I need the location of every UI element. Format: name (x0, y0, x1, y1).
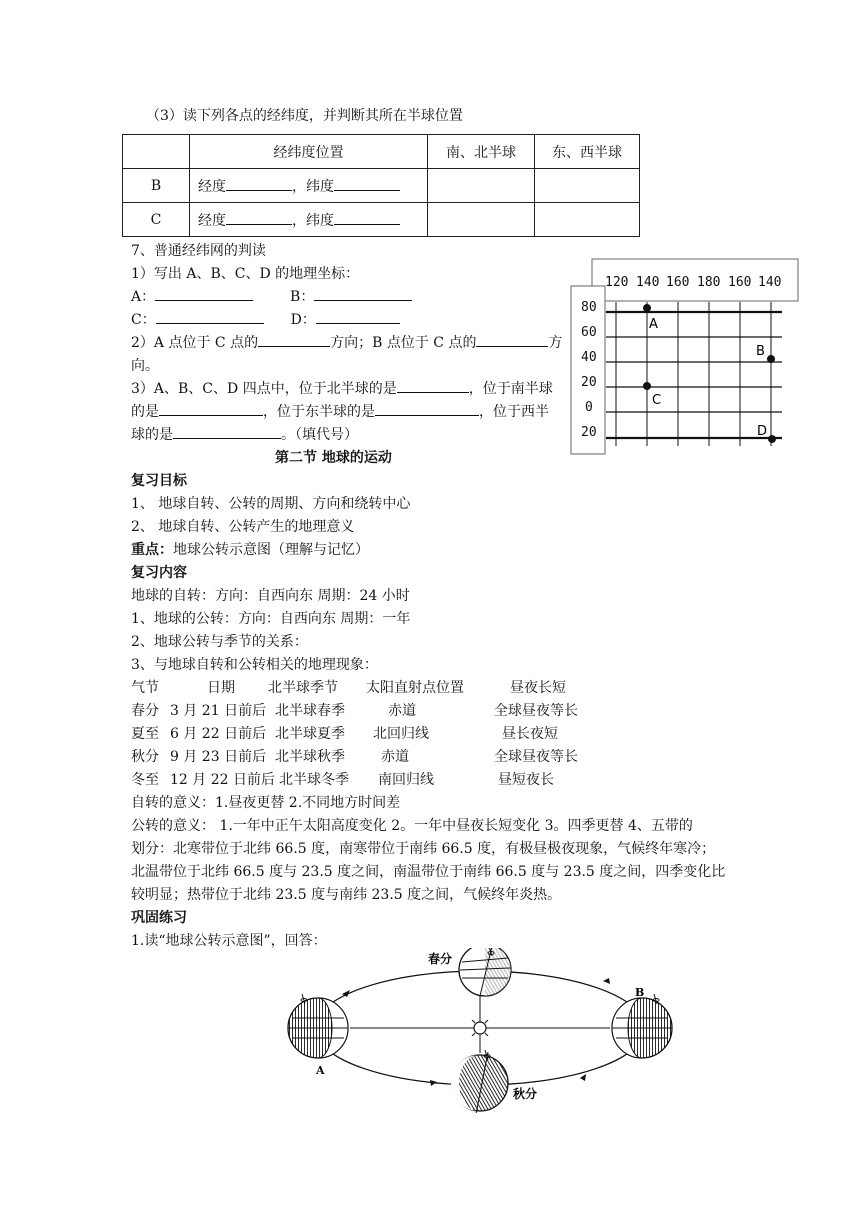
point-a (643, 304, 651, 312)
earth-orbit-diagram (280, 948, 680, 1113)
answer-blank[interactable] (156, 309, 264, 324)
lat-label: 20 (581, 375, 597, 390)
q7-cd-line: C： D： (131, 309, 400, 329)
spring-label: 春分 (428, 952, 453, 966)
season-cell: 12 月 22 日前后 (170, 772, 275, 788)
season-cell: 全球昼夜等长 (494, 703, 578, 719)
lng-label: 160 (728, 275, 752, 290)
lat-label: 40 (581, 350, 597, 365)
answer-blank[interactable] (173, 424, 281, 439)
content-line: 2、地球公转与季节的关系： (131, 634, 308, 650)
section-title: 第二节 地球的运动 (275, 450, 392, 466)
season-header: 太阳直射点位置 (366, 680, 464, 696)
answer-cell[interactable] (535, 169, 640, 203)
key-point: 重点：地球公转示意图（理解与记忆） (131, 542, 369, 558)
rotation-meaning: 自转的意义：1.昼夜更替 2.不同地方时间差 (131, 795, 401, 811)
latlng-table (122, 134, 640, 237)
spring-earth-icon (459, 948, 511, 996)
answer-blank[interactable] (316, 309, 400, 324)
answer-blank[interactable] (258, 332, 330, 347)
answer-blank[interactable] (476, 332, 548, 347)
q7-sub2-end: 向。 (131, 358, 159, 374)
lat-label: 80 (581, 300, 597, 315)
lat-label: 0 (585, 400, 593, 415)
latlng-cell: 经度 ，纬度 (190, 203, 428, 237)
practice-question: 1.读“地球公转示意图”，回答： (131, 933, 327, 949)
orbit-arrow-icon (580, 1074, 586, 1081)
season-header: 日期 (207, 680, 235, 696)
autumn-label: 秋分 (513, 1087, 538, 1101)
season-cell: 北半球秋季 (275, 749, 345, 765)
goal-heading: 复习目标 (131, 473, 187, 489)
season-cell: 冬至 (131, 772, 159, 788)
earth-b-icon (612, 998, 672, 1058)
content-line: 1、地球的公转：方向：自西向东 周期：一年 (131, 611, 411, 627)
latlng-grid-figure (570, 258, 800, 456)
lng-label: 180 (697, 275, 721, 290)
header-cell: 经纬度位置 (190, 135, 428, 169)
season-header: 气节 (131, 680, 159, 696)
row-id: C (123, 203, 190, 237)
lng-label: 140 (758, 275, 782, 290)
autumn-earth-icon (451, 1052, 508, 1113)
header-cell: 东、西半球 (535, 135, 640, 169)
q7-sub3: 3）A、B、C、D 四点中，位于北半球的是 ，位于南半球 (131, 378, 553, 398)
q7-ab-line: A： B： (131, 286, 412, 306)
answer-blank[interactable] (397, 378, 469, 393)
earth-b-label: B (635, 986, 645, 999)
row-id: B (123, 169, 190, 203)
answer-blank[interactable] (375, 401, 479, 416)
table-row (123, 169, 640, 203)
answer-blank[interactable] (334, 210, 400, 225)
point-b (767, 355, 775, 363)
answer-blank[interactable] (155, 286, 253, 301)
latlng-cell: 经度 ，纬度 (190, 169, 428, 203)
header-cell: 南、北半球 (428, 135, 535, 169)
season-cell: 南回归线 (378, 772, 434, 788)
sun-icon (468, 1016, 492, 1040)
season-cell: 秋分 (131, 749, 159, 765)
season-header: 北半球季节 (268, 680, 338, 696)
revolution-meaning: 公转的意义： 1.一年中正午太阳高度变化 2。一年中昼夜长短变化 3。四季更替 4、五带的 (131, 818, 693, 834)
lat-label: 60 (581, 325, 597, 340)
season-cell: 春分 (131, 703, 159, 719)
table-header-row (123, 135, 640, 169)
answer-cell[interactable] (428, 203, 535, 237)
orbit-arrow-icon (603, 978, 610, 984)
point-c (643, 382, 651, 390)
answer-blank[interactable] (159, 401, 263, 416)
season-cell: 9 月 23 日前后 (170, 749, 267, 765)
answer-cell[interactable] (428, 169, 535, 203)
revolution-meaning: 划分：北寒带位于北纬 66.5 度，南寒带位于南纬 66.5 度，有极昼极夜现象，气候终年寒冷； (131, 841, 716, 857)
season-cell: 3 月 21 日前后 (170, 703, 267, 719)
q7-sub3-line2: 的是 ，位于东半球的是 ，位于西半 (131, 401, 549, 421)
revolution-meaning: 较明显；热带位于北纬 23.5 度与南纬 23.5 度之间，气候终年炎热。 (131, 887, 562, 903)
content-line: 地球的自转：方向：自西向东 周期：24 小时 (131, 588, 410, 604)
season-cell: 夏至 (131, 726, 159, 742)
header-cell (123, 135, 190, 169)
answer-cell[interactable] (535, 203, 640, 237)
point-d (768, 435, 776, 443)
q7-title: 7、普通经纬网的判读 (131, 243, 266, 259)
point-b-label: B (756, 344, 765, 359)
lng-label: 160 (666, 275, 690, 290)
answer-blank[interactable] (314, 286, 412, 301)
revolution-meaning: 北温带位于北纬 66.5 度与 23.5 度之间，南温带位于南纬 66.5 度与 23.5 度之间，四季变化比 (131, 864, 726, 880)
season-cell: 赤道 (381, 749, 409, 765)
lng-label: 120 (605, 275, 629, 290)
earth-a-icon (288, 998, 348, 1058)
content-line: 3、与地球自转和公转相关的地理现象： (131, 657, 378, 673)
season-cell: 6 月 22 日前后 (170, 726, 267, 742)
season-cell: 北半球春季 (275, 703, 345, 719)
point-a-label: A (649, 317, 658, 332)
season-cell: 北半球夏季 (275, 726, 345, 742)
q7-sub3-line3: 球的是 。（填代号） (131, 424, 358, 444)
season-cell: 北半球冬季 (279, 772, 349, 788)
lat-label: 20 (581, 425, 597, 440)
content-heading: 复习内容 (131, 565, 187, 581)
goal-item: 2、 地球自转、公转产生的地理意义 (131, 519, 355, 535)
season-cell: 全球昼夜等长 (494, 749, 578, 765)
q7-sub1: 1）写出 A、B、C、D 的地理坐标： (131, 266, 360, 282)
season-cell: 北回归线 (373, 726, 429, 742)
season-cell: 赤道 (388, 703, 416, 719)
season-cell: 昼长夜短 (502, 726, 558, 742)
lng-label: 140 (636, 275, 660, 290)
season-cell: 昼短夜长 (498, 772, 554, 788)
q7-sub2: 2）A 点位于 C 点的 方向；B 点位于 C 点的 方 (131, 332, 562, 352)
answer-blank[interactable] (226, 210, 292, 225)
season-header: 昼夜长短 (510, 680, 566, 696)
answer-blank[interactable] (226, 176, 292, 191)
table-row (123, 203, 640, 237)
practice-heading: 巩固练习 (131, 910, 187, 926)
answer-blank[interactable] (334, 176, 400, 191)
q3-title: （3）读下列各点的经纬度，并判断其所在半球位置 (146, 108, 463, 124)
point-d-label: D (757, 424, 768, 439)
earth-a-label: A (316, 1064, 325, 1077)
point-c-label: C (652, 393, 662, 408)
goal-item: 1、 地球自转、公转的周期、方向和绕转中心 (131, 496, 411, 512)
